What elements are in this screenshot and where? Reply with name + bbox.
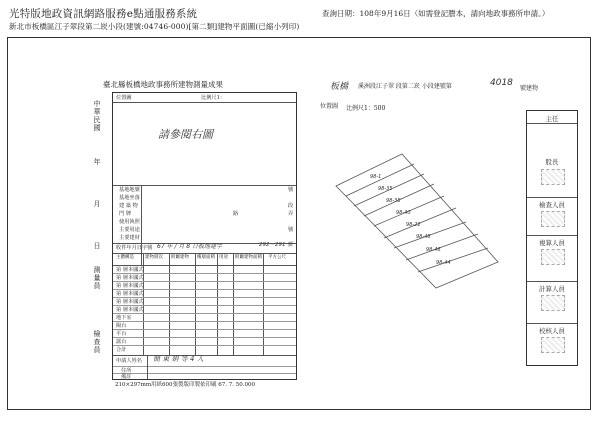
form-row-label: 基地地號: [119, 187, 140, 193]
unit-label: 98-48: [416, 234, 431, 240]
form-footer-note: 210×297mm用紙600張製版印製依印刷 67. 7. 50.000: [115, 382, 256, 388]
seal-stamp: [541, 295, 565, 311]
margin-label-year: 年: [93, 158, 101, 166]
stamp-label-director: 主任: [545, 115, 559, 123]
document-subtitle: 新北市板橋區江子翠段第二崁小段(建號:04746-000)[第二類]建物平面圖(已縮小列印): [9, 22, 300, 31]
col-header: 附屬建物: [171, 255, 189, 260]
unit-label: 98-46: [426, 247, 441, 253]
floor-plan-sketch: [330, 150, 510, 290]
extra-row: 露台: [116, 339, 127, 345]
plan-scale: 比例尺1：500: [346, 105, 386, 112]
stamp-label-recalculator: 複算人員: [539, 239, 565, 247]
seal-stamp: [541, 249, 565, 265]
margin-label-checker: 檢查員: [93, 330, 101, 354]
margin-label-year-prefix: 中華民國: [93, 100, 101, 132]
unit-label: 98-22: [406, 222, 421, 228]
form-row-suffix: 路: [233, 211, 239, 217]
unit-label: 98-38: [386, 198, 401, 204]
unit-label: 98-35: [378, 186, 393, 192]
form-title: 臺北縣板橋地政事務所建物測量成果: [103, 80, 223, 89]
stamp-label-section-chief: 股長: [545, 158, 559, 166]
reference-note: 請參閱右圖: [158, 128, 213, 141]
margin-label-month: 月: [93, 200, 101, 208]
form-row-label: 主要用途: [119, 227, 140, 233]
extra-row: 地下室: [116, 315, 132, 321]
form-row-suffix: 號: [288, 187, 294, 193]
floor-row: 第 層本國式: [116, 299, 144, 305]
floor-row: 第 層本國式: [116, 267, 144, 273]
col-header: 用途: [219, 255, 228, 260]
col-header: 建物層次: [145, 255, 163, 260]
owner-row: 住所: [121, 368, 132, 374]
stamp-label-reviewer: 校核人員: [539, 327, 565, 335]
seal-stamp: [541, 169, 565, 185]
form-row-suffix: 弄: [288, 211, 294, 217]
stamp-label-calculator: 計算人員: [539, 285, 565, 293]
floor-row: 第 層本國式: [116, 291, 144, 297]
survey-number: 292－291 號: [259, 242, 293, 248]
col-header: 主體構造: [116, 255, 134, 260]
form-row-label: 門 牌: [119, 211, 132, 217]
applicant-name: 簡 東 娟 等 4 人: [153, 355, 204, 363]
stamp-label-inspector: 檢查人員: [539, 201, 565, 209]
extra-row: 合計: [116, 347, 127, 353]
form-row-suffix: 號: [288, 227, 294, 233]
form-row-suffix: 段: [288, 203, 294, 209]
form-scale-label: 比例尺1：: [201, 95, 226, 101]
unit-label: 98-1: [370, 174, 382, 180]
col-header: 平方公尺: [268, 255, 286, 260]
seal-stamp: [541, 211, 565, 227]
col-header: 樓層面積: [197, 255, 215, 260]
floor-row: 第 層本國式: [116, 275, 144, 281]
unit-label: 98-44: [436, 260, 451, 266]
seal-stamp: [541, 337, 565, 353]
building-number: 4018: [490, 78, 513, 88]
floor-row: 第 層本國式: [116, 283, 144, 289]
margin-label-day: 日: [93, 242, 101, 250]
margin-label-surveyor: 測量員: [93, 266, 101, 290]
parcel-label: 板橋: [330, 82, 349, 92]
segment-text: 溪洲段江子翠 段第二崁 小段建號第: [358, 83, 452, 90]
building-suffix: 號建物: [520, 85, 539, 92]
floor-plan-outline: [336, 154, 498, 288]
form-row-label: 基地坐落: [119, 195, 140, 201]
floor-row: 第 層本國式: [116, 307, 144, 313]
location-map-label: 位置圖: [116, 95, 132, 101]
col-header: 附屬建物面積: [235, 255, 262, 260]
extra-row: 平台: [116, 331, 127, 337]
form-row-label: 使用執照: [119, 219, 140, 225]
owner-row: 備註: [121, 374, 132, 380]
approval-stamps: [526, 110, 578, 366]
applicant-label: 申請人姓名: [116, 358, 142, 364]
unit-label: 98-40: [396, 210, 411, 216]
extra-row: 陽台: [116, 323, 127, 329]
survey-form: [112, 92, 297, 380]
survey-date-value: 67 年 / 月 8 日板地建字: [157, 243, 223, 250]
form-row-label: 建 築 物: [119, 203, 138, 209]
form-row-label: 主要建材: [119, 235, 140, 241]
survey-date-label: 收件年月日字號: [116, 245, 153, 251]
plan-sketch-label: 位置圖: [320, 103, 339, 110]
query-date: 查詢日期：108年9月16日（如需登記謄本，請向地政事務所申請。）: [322, 9, 550, 18]
system-title: 光特版地政資訊網路服務e點通服務系統: [9, 8, 198, 20]
